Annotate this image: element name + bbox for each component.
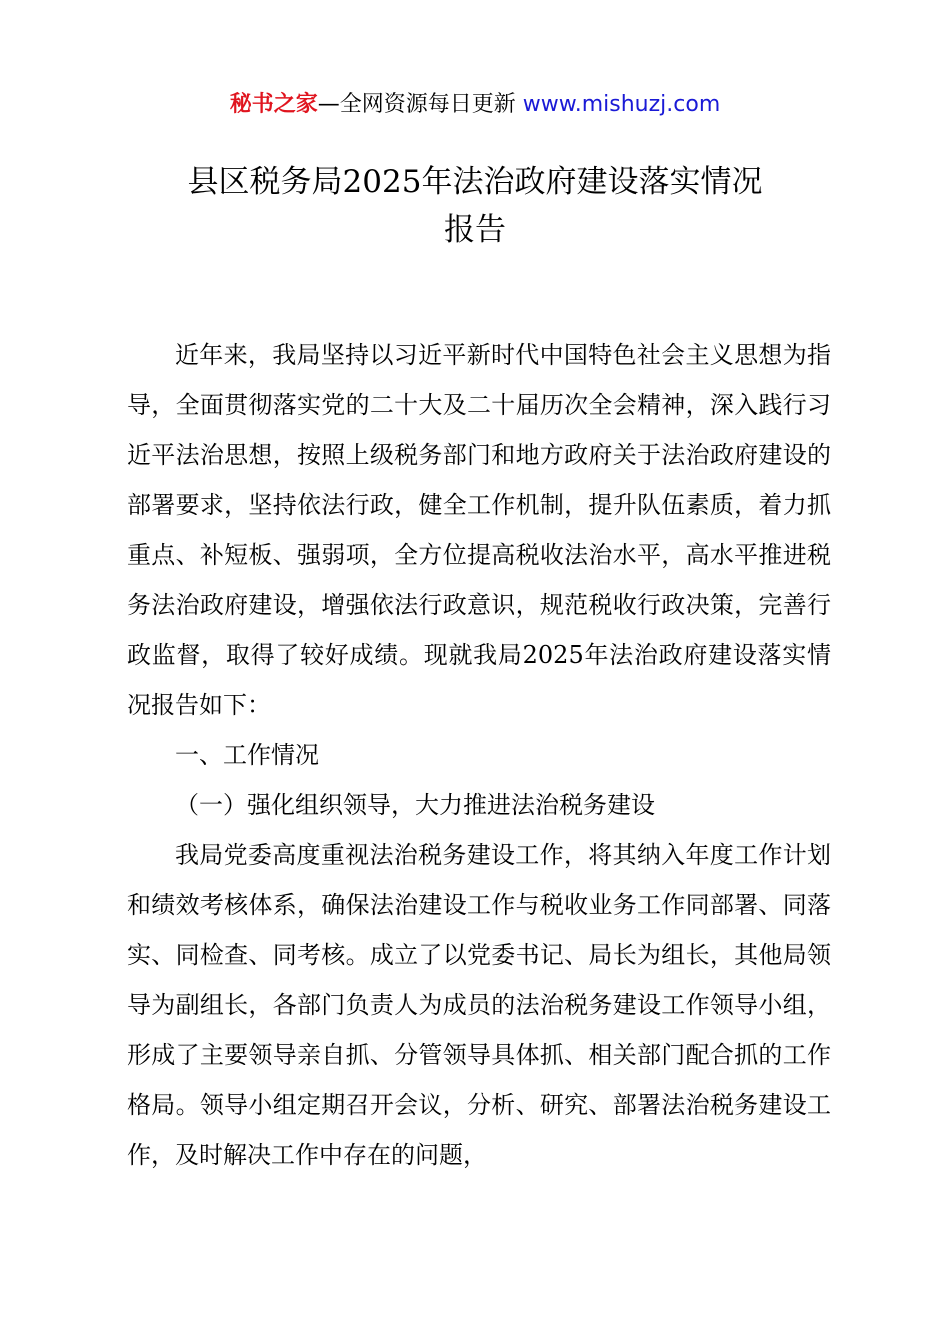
document-title — [0, 158, 950, 254]
intro-paragraph: 近年来，我局坚持以习近平新时代中国特色社会主义思想为指导，全面贯彻落实党的二十大及二十届历次全会精神，深入践行习近平法治思想，按照上级税务部门和地方政府关于法治政府建设的部署要求，坚持依法行政，健全工作机制，提升队伍素质，着力抓重点、补短板、强弱项，全方位提高税收法治水平，高水平推进税务法治政府建设，增强依法行政意识，规范税收行政决策，完善行政监督，取得了较好成绩。现就我局2025年法治政府建设落实情况报告如下： — [127, 341, 831, 719]
title-line-2: 报告 — [444, 212, 506, 248]
site-header — [0, 88, 950, 122]
header-tagline: —全网资源每日更新 — [317, 92, 516, 117]
body-paragraph: 我局党委高度重视法治税务建设工作，将其纳入年度工作计划和绩效考核体系，确保法治建设工作与税收业务工作同部署、同落实、同检查、同考核。成立了以党委书记、局长为组长，其他局领导为副组长，各部门负责人为成员的法治税务建设工作领导小组，形成了主要领导亲自抓、分管领导具体抓、相关部门配合抓的工作格局。领导小组定期召开会议，分析、研究、部署法治税务建设工作，及时解决工作中存在的问题， — [127, 841, 831, 1169]
section-heading: 一、工作情况 — [175, 741, 319, 769]
title-line-1: 县区税务局2025年法治政府建设落实情况 — [187, 164, 763, 200]
brand-name: 秘书之家 — [229, 92, 318, 117]
document-body — [127, 330, 831, 1180]
site-url-link[interactable]: www.mishuzj.com — [522, 92, 721, 117]
subsection-heading: （一）强化组织领导，大力推进法治税务建设 — [175, 791, 655, 819]
